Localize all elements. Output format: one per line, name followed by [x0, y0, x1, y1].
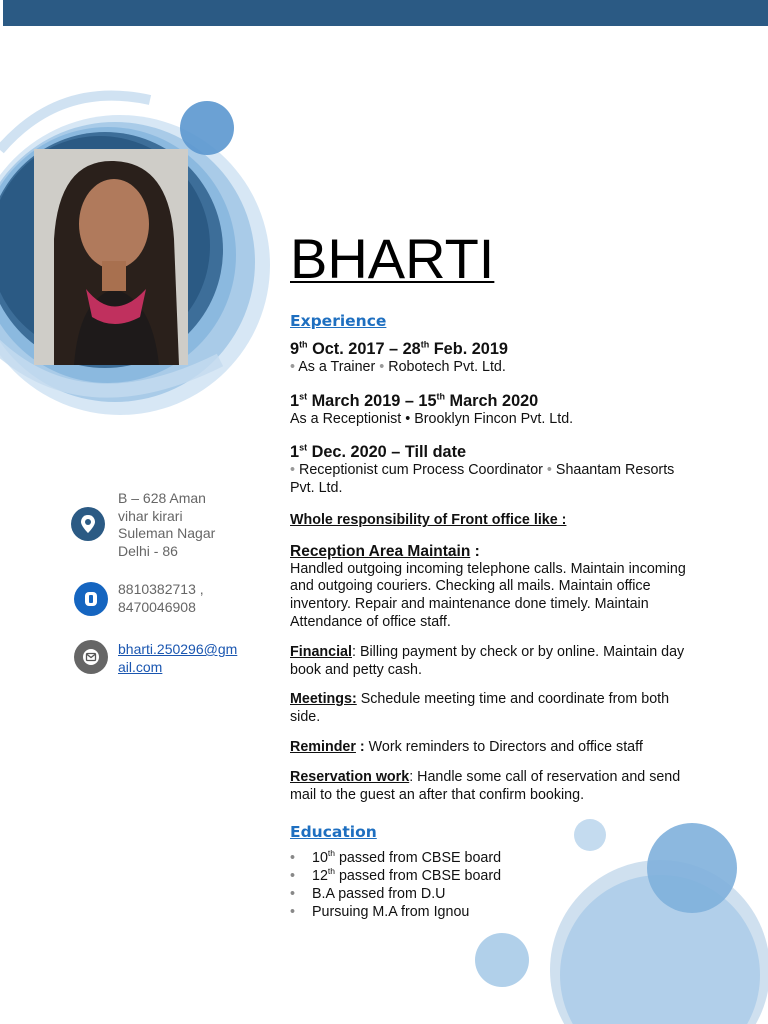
job-2-desc: As a Receptionist • Brooklyn Fincon Pvt. Ltd.: [290, 410, 574, 427]
meetings-item: Meetings: Schedule meeting time and coordinate from both side.: [290, 691, 670, 726]
reminder-item: Reminder : Work reminders to Directors and office staff: [290, 738, 643, 755]
phone-icon: [74, 582, 108, 616]
responsibility-heading: Whole responsibility of Front office like :: [290, 511, 567, 528]
reception-text: Handled outgoing incoming telephone calls. Maintain incoming and outgoing couriers. Checking all mails. Maintain office inventory. Repair and maintenance done timely. Maintain Attendance of office staff.: [290, 560, 686, 630]
education-heading: Education: [290, 823, 377, 842]
profile-photo: [34, 149, 188, 365]
list-item: • B.A passed from D.U: [312, 886, 700, 904]
location-icon: [71, 507, 105, 541]
job-1-dates: 9th Oct. 2017 – 28th Feb. 2019: [290, 339, 508, 358]
financial-item: Financial: Billing payment by check or by online. Maintain day book and petty cash.: [290, 643, 685, 678]
email-icon: [74, 640, 108, 674]
reception-heading: Reception Area Maintain :: [290, 542, 480, 560]
reservation-item: Reservation work: Handle some call of reservation and send mail to the guest an after that confirm booking.: [290, 768, 681, 803]
experience-heading: Experience: [290, 312, 387, 330]
address: B – 628 Aman vihar kirari Suleman Nagar Delhi - 86: [118, 490, 216, 559]
job-1-desc: • As a Trainer • Robotech Pvt. Ltd.: [290, 358, 506, 375]
top-banner: [3, 0, 768, 26]
phone-numbers: 8810382713 , 8470046908: [118, 581, 204, 615]
main-content: [290, 313, 700, 921]
job-3-desc: • Receptionist cum Process Coordinator • Shaantam Resorts Pvt. Ltd.: [290, 462, 675, 497]
job-2-dates: 1st March 2019 – 15th March 2020: [290, 391, 539, 410]
candidate-name: BHARTI: [290, 227, 495, 290]
email-link[interactable]: [118, 641, 237, 676]
list-item: • 10th passed from CBSE board: [312, 850, 700, 868]
list-item: • 12th passed from CBSE board: [312, 868, 700, 886]
email-link-line-2[interactable]: ail.com: [118, 658, 163, 675]
job-3-dates: 1st Dec. 2020 – Till date: [290, 442, 467, 462]
list-item: • Pursuing M.A from Ignou: [312, 904, 700, 922]
education-list: [290, 850, 700, 921]
email-link-line-1[interactable]: bharti.250296@gm: [118, 641, 238, 657]
